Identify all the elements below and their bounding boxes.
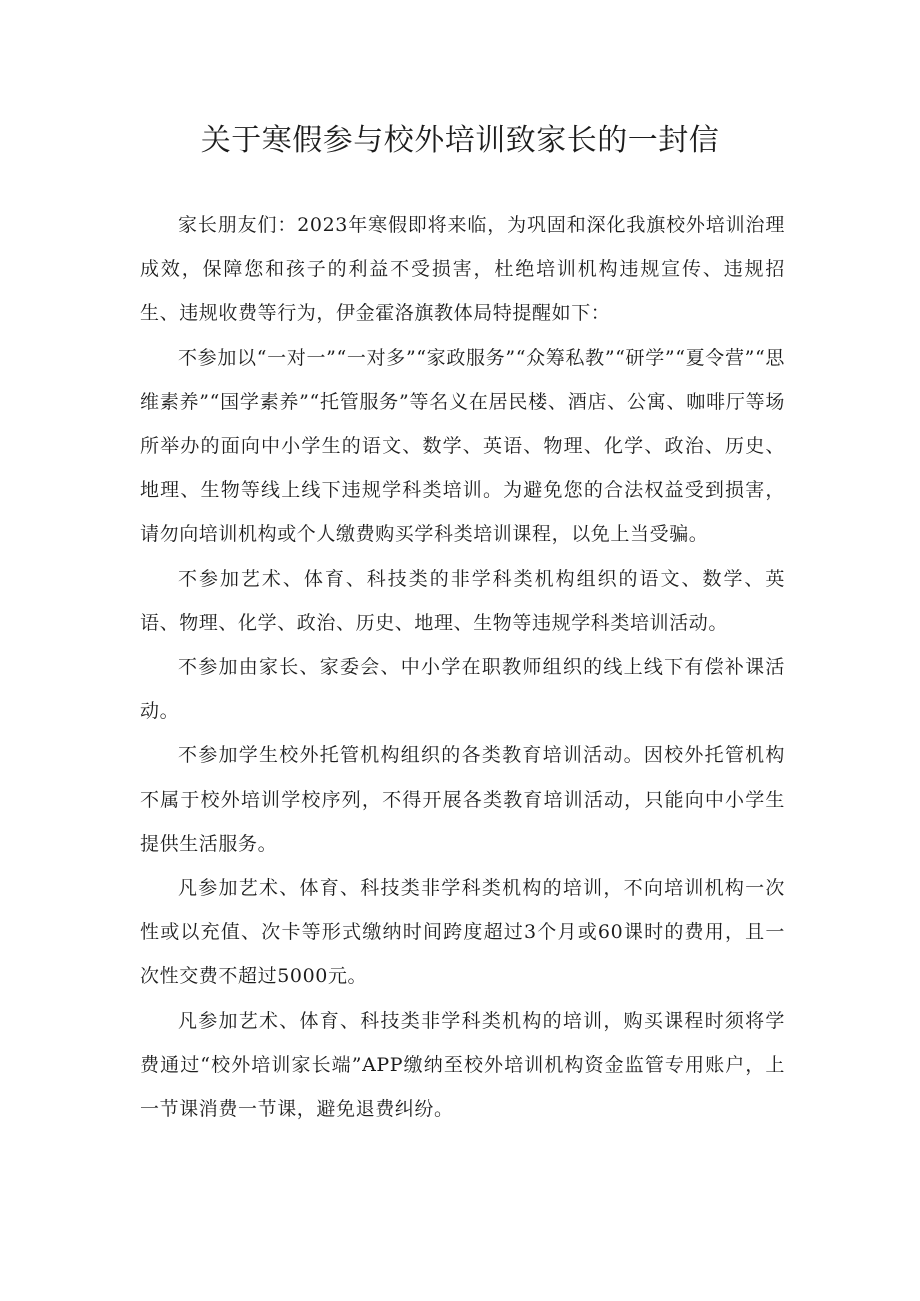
paragraph-rule-6: 凡参加艺术、体育、科技类非学科类机构的培训，购买课程时须将学费通过“校外培训家长端”APP缴纳至校外培训机构资金监管专用账户，上一节课消费一节课，避免退费纠纷。 (140, 1009, 785, 1121)
paragraph-greeting: 家长朋友们：2023年寒假即将来临，为巩固和深化我旗校外培训治理成效，保障您和孩子的利益不受损害，杜绝培训机构违规宣传、违规招生、违规收费等行为，伊金霍洛旗教体局特提醒如下： (140, 214, 785, 325)
paragraph-rule-1: 不参加以“一对一”“一对多”“家政服务”“众筹私教”“研学”“夏令营”“思维素养”“国学素养”“托管服务”等名义在居民楼、酒店、公寓、咖啡厅等场所举办的面向中小学生的语文、数学、英语、物理、化学、政治、历史、地理、生物等线上线下违规学科类培训。为避免您的合法权益受到损害，请勿向培训机构或个人缴费购买学科类培训课程，以免上当受骗。 (140, 346, 785, 546)
paragraph-rule-2: 不参加艺术、体育、科技类的非学科类机构组织的语文、数学、英语、物理、化学、政治、历史、地理、生物等违规学科类培训活动。 (140, 567, 785, 634)
paragraph-rule-3: 不参加由家长、家委会、中小学在职教师组织的线上线下有偿补课活动。 (140, 656, 785, 723)
document-title: 关于寒假参与校外培训致家长的一封信 (200, 123, 720, 158)
letter-body (140, 203, 785, 1131)
paragraph-rule-5: 凡参加艺术、体育、科技类非学科类机构的培训，不向培训机构一次性或以充值、次卡等形式缴纳时间跨度超过3个月或60课时的费用，且一次性交费不超过5000元。 (140, 877, 785, 988)
paragraph-rule-4: 不参加学生校外托管机构组织的各类教育培训活动。因校外托管机构不属于校外培训学校序列，不得开展各类教育培训活动，只能向中小学生提供生活服务。 (140, 744, 785, 855)
